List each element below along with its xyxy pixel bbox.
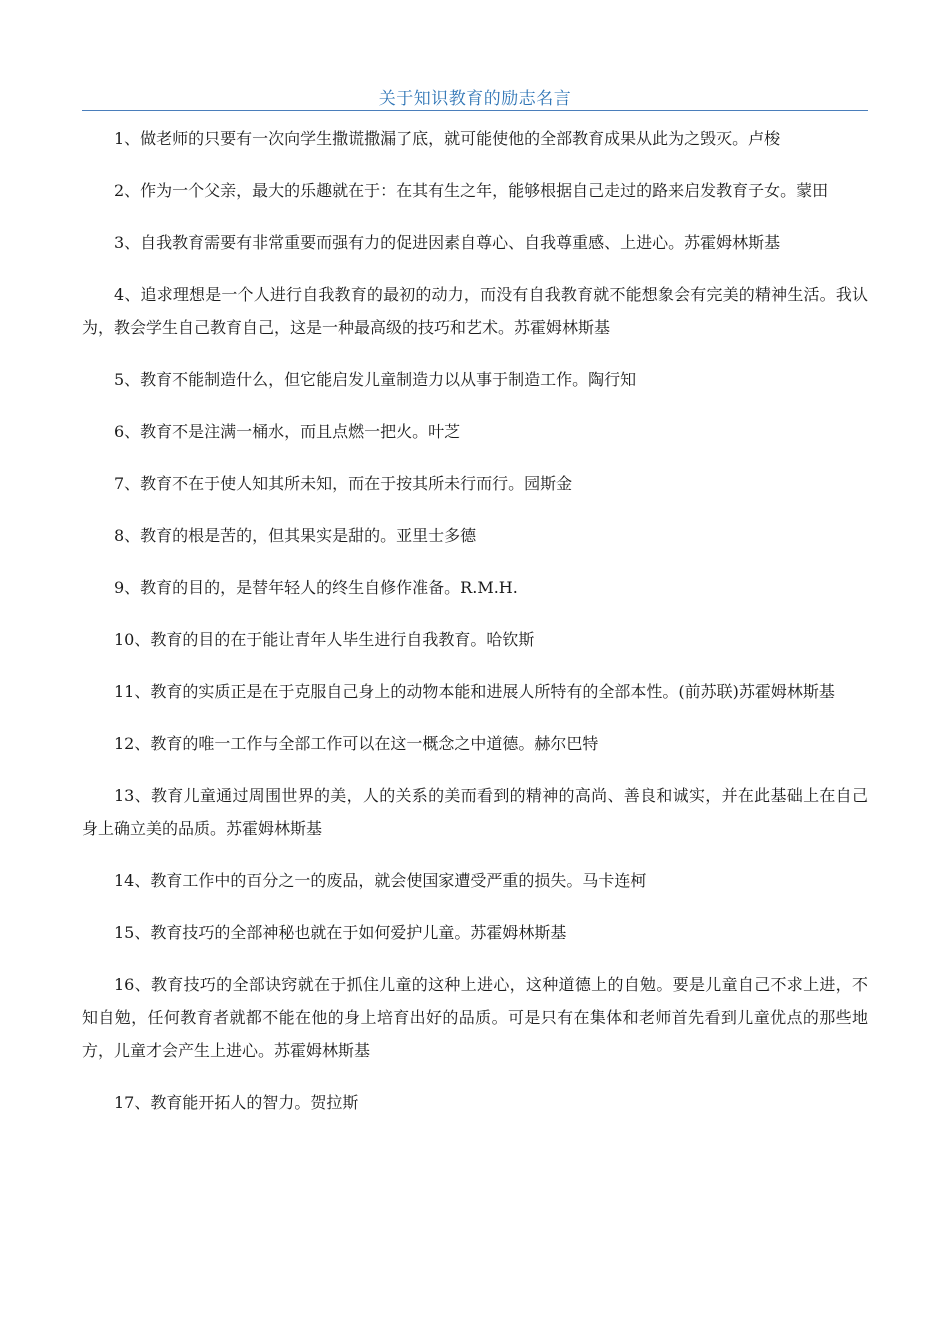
- quote-paragraph: 12、教育的唯一工作与全部工作可以在这一概念之中道德。赫尔巴特: [114, 734, 599, 753]
- quote-paragraph: 6、教育不是注满一桶水，而且点燃一把火。叶芝: [114, 422, 461, 441]
- quote-paragraph: 1、做老师的只要有一次向学生撒谎撒漏了底，就可能使他的全部教育成果从此为之毁灭。卢梭: [114, 129, 781, 148]
- quote-paragraph: 5、教育不能制造什么，但它能启发儿童制造力以从事于制造工作。陶行知: [114, 370, 637, 389]
- quote-paragraph: 15、教育技巧的全部神秘也就在于如何爱护儿童。苏霍姆林斯基: [114, 923, 567, 942]
- quote-paragraph: 2、作为一个父亲，最大的乐趣就在于：在其有生之年，能够根据自己走过的路来启发教育子女。蒙田: [114, 181, 829, 200]
- quote-paragraph: 17、教育能开拓人的智力。贺拉斯: [114, 1093, 359, 1112]
- quote-paragraph: 14、教育工作中的百分之一的废品，就会使国家遭受严重的损失。马卡连柯: [114, 871, 647, 890]
- quote-paragraph: 13、教育儿童通过周围世界的美，人的关系的美而看到的精神的高尚、善良和诚实，并在此基础上在自己身上确立美的品质。苏霍姆林斯基: [82, 786, 868, 838]
- page-header: [82, 80, 868, 111]
- quote-paragraph: 4、追求理想是一个人进行自我教育的最初的动力，而没有自我教育就不能想象会有完美的精神生活。我认为，教会学生自己教育自己，这是一种最高级的技巧和艺术。苏霍姆林斯基: [82, 285, 868, 337]
- page-title: 关于知识教育的励志名言: [378, 89, 572, 109]
- quote-paragraph: 16、教育技巧的全部诀窍就在于抓住儿童的这种上进心，这种道德上的自勉。要是儿童自己不求上进，不知自勉，任何教育者就都不能在他的身上培育出好的品质。可是只有在集体和老师首先看到儿童优点的那些地方，儿童才会产生上进心。苏霍姆林斯基: [82, 975, 868, 1060]
- quote-paragraph: 11、教育的实质正是在于克服自己身上的动物本能和进展人所特有的全部本性。(前苏联)苏霍姆林斯基: [114, 682, 835, 701]
- quote-paragraph: 8、教育的根是苦的，但其果实是甜的。亚里士多德: [114, 526, 477, 545]
- quote-paragraph: 7、教育不在于使人知其所未知，而在于按其所未行而行。园斯金: [114, 474, 573, 493]
- quote-paragraph: 3、自我教育需要有非常重要而强有力的促进因素自尊心、自我尊重感、上进心。苏霍姆林斯基: [114, 233, 781, 252]
- quote-paragraph: 9、教育的目的，是替年轻人的终生自修作准备。R.M.H.: [114, 578, 518, 597]
- quote-list: [82, 122, 868, 1138]
- quote-paragraph: 10、教育的目的在于能让青年人毕生进行自我教育。哈钦斯: [114, 630, 535, 649]
